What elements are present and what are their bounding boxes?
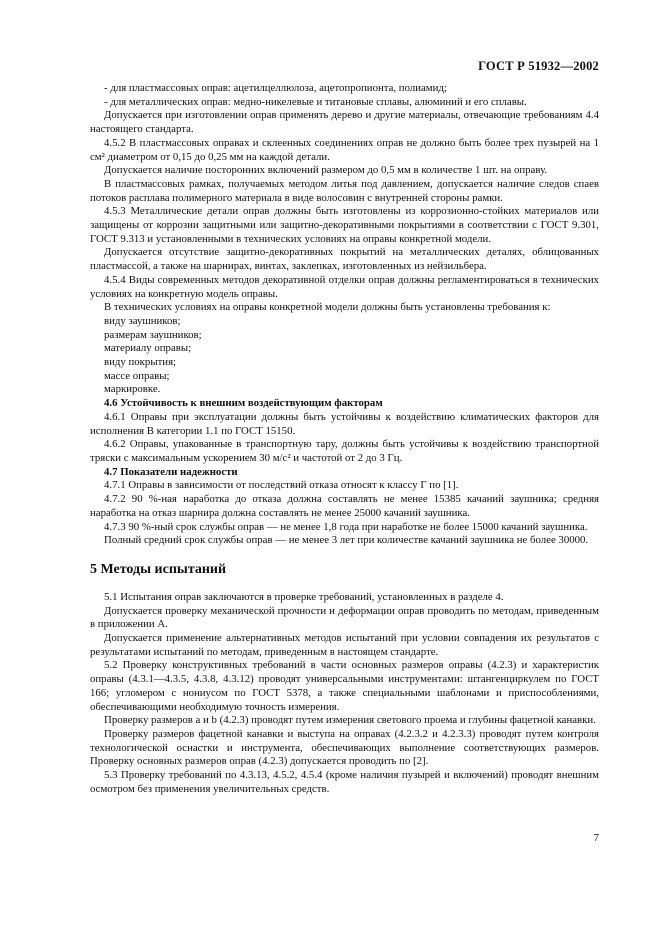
- section-heading: 5 Методы испытаний: [90, 561, 227, 577]
- paragraph: Допускается при изготовлении оправ применять дерево и другие материалы, отвечающие требованиям 4.4 настоящего стандарта.: [90, 109, 599, 136]
- paragraph: Допускается применение альтернативных методов испытаний при условии совпадения их результатов с результатами испытаний по методам, приведенным в настоящем стандарте.: [90, 632, 599, 658]
- paragraph: - для металлических оправ: медно-никелевые и титановые сплавы, алюминий и его сплавы.: [104, 95, 527, 108]
- paragraph: Допускается проверку механической прочности и деформации оправ проводить по методам, приведенным в приложении А.: [90, 604, 599, 631]
- paragraph: 4.7.1 Оправы в зависимости от последствий отказа относят к классу Г по [1].: [104, 479, 459, 492]
- paragraph: виду заушников;: [104, 314, 181, 327]
- paragraph: материалу оправы;: [104, 342, 192, 355]
- paragraph: В пластмассовых рамках, получаемых методом литья под давлением, допускается наличие следов спаев потоков расплава полимерного материала в виде волосовин с внутренней стороны рамки.: [90, 177, 599, 204]
- paragraph: Допускается отсутствие защитно-декоративных покрытий на металлических деталях, облицованных пластмассой, а также на шарнирах, винтах, заклепках, изготовленных из нейзильбера.: [90, 246, 599, 273]
- paragraph: 4.5.3 Металлические детали оправ должны быть изготовлены из коррозионно-стойких материалов или защищены от коррозии защитными или защитно-декоративными покрытиями в соответствии с ГОСТ 9.301, ГОСТ 9.313 и установленными в технических условиях на оправы конкретной модели.: [90, 205, 599, 245]
- paragraph: виду покрытия;: [104, 356, 177, 369]
- page-number: 7: [593, 833, 599, 844]
- paragraph: маркировке.: [104, 383, 161, 396]
- paragraph: Проверку размеров a и b (4.2.3) проводят путем измерения светового проема и глубины фацетной канавки.: [104, 714, 596, 727]
- paragraph: 4.7.2 90 %-ная наработка до отказа должна составлять не менее 15385 качаний заушника; средняя наработка на отказ шарнира должна составлять не менее 25000 качаний заушника.: [90, 493, 599, 519]
- subsection-heading: 4.7 Показатели надежности: [104, 465, 238, 478]
- paragraph: 4.5.4 Виды современных методов декоративной отделки оправ должны регламентироваться в технических условиях на конкретную модель оправы.: [90, 273, 599, 300]
- document-header: ГОСТ Р 51932—2002: [478, 59, 599, 73]
- paragraph: В технических условиях на оправы конкретной модели должны быть установлены требования к:: [104, 301, 551, 314]
- paragraph: 4.6.1 Оправы при эксплуатации должны быть устойчивы к воздействию климатических факторов для исполнения В категории 1.1 по ГОСТ 15150.: [90, 410, 599, 437]
- paragraph: 4.5.2 В пластмассовых оправах и склеенных соединениях оправ не должно быть более трех пузырей на 1 см² диаметром от 0,15 до 0,25 мм на каждой детали.: [90, 136, 599, 163]
- paragraph: - для пластмассовых оправ: ацетилцеллюлоза, ацетопропионта, полиамид;: [104, 82, 447, 94]
- paragraph: размерам заушников;: [104, 328, 202, 341]
- paragraph: 4.6.2 Оправы, упакованные в транспортную тару, должны быть устойчивы к воздействию транспортной тряски с максимальным ускорением 30 м/с² и частотой от 2 до 3 Гц.: [90, 438, 599, 464]
- subsection-heading: 4.6 Устойчивость к внешним воздействующим факторам: [104, 397, 383, 410]
- document-body: [90, 82, 599, 796]
- paragraph: 4.7.3 90 %-ный срок службы оправ — не менее 1,8 года при наработке не более 15000 качаний заушника.: [104, 520, 588, 533]
- paragraph: Допускается наличие посторонних включений размером до 0,5 мм в количестве 1 шт. на оправу.: [104, 164, 548, 177]
- paragraph: 5.3 Проверку требований по 4.3.13, 4.5.2, 4.5.4 (кроме наличия пузырей и включений) проводят внешним осмотром без применения увеличительных средств.: [90, 769, 599, 795]
- paragraph: Проверку размеров фацетной канавки и выступа на оправах (4.2.3.2 и 4.2.3.3) проводят путем контроля технологической оснастки и инструмента, обеспечивающих выполнение соответствующих размеров. Проверку основных размеров оправ (4.2.3) допускается проводить по [2].: [90, 727, 599, 768]
- paragraph: 5.1 Испытания оправ заключаются в проверке требований, установленных в разделе 4.: [104, 590, 504, 603]
- paragraph: Полный средний срок службы оправ — не менее 3 лет при количестве качаний заушника не более 30000.: [104, 534, 589, 547]
- paragraph: 5.2 Проверку конструктивных требований в части основных размеров оправы (4.2.3) и характеристик оправы (4.3.1—4.3.5, 4.3.8, 4.3.12) проводят универсальными инструментами: штангенциркулем по ГОСТ 166; угломером с нониусом по ГОСТ 5378, а также специальными шаблонами и приспособлениями, обеспечивающими необходимую точность измерения.: [90, 659, 599, 713]
- paragraph: массе оправы;: [104, 369, 170, 382]
